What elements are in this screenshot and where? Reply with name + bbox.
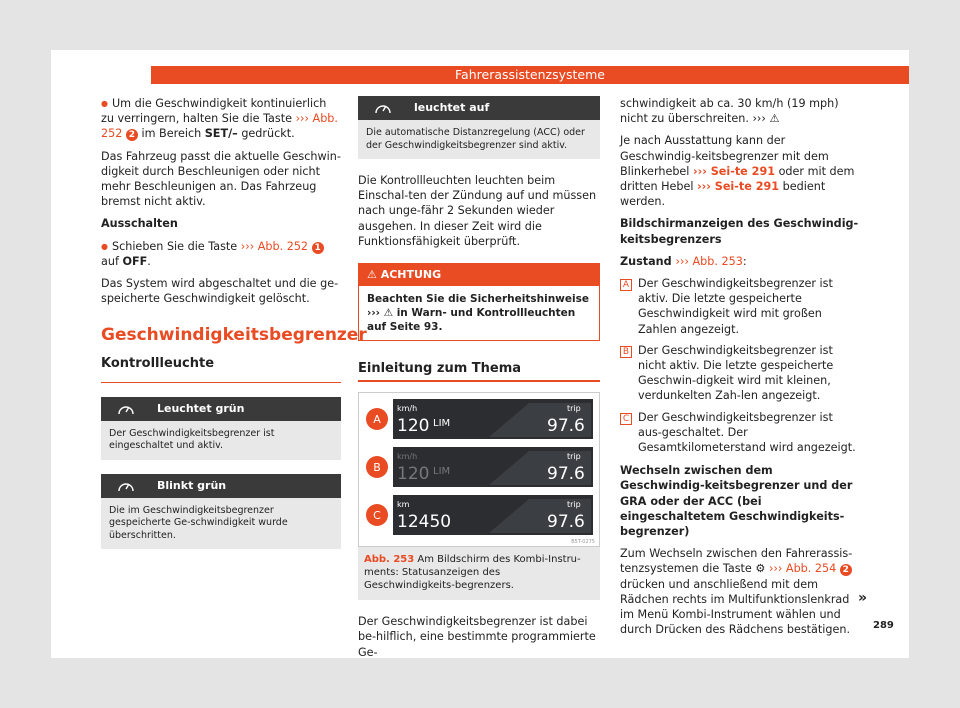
warning-header: ⚠ ACHTUNG (359, 264, 599, 286)
subheading-switch-off: Ausschalten (101, 217, 178, 231)
warning-box (358, 263, 600, 341)
display-lim: LIM (433, 466, 451, 478)
display-trip-label: trip (567, 452, 581, 462)
bullet-icon (101, 97, 112, 110)
lamp-description: Der Geschwindigkeitsbegrenzer ist eingeschaltet und aktiv. (101, 421, 341, 460)
continue-arrow: » (858, 590, 868, 606)
display-row-c (366, 495, 593, 535)
state-item-b (620, 343, 860, 404)
callout-number: 1 (312, 242, 324, 254)
figure-caption: Abb. 253 Am Bildschirm des Kombi-Instru-ments: Statusanzeigen des Geschwindigkeits-begrenzers. (358, 547, 600, 600)
lamp-header: leuchtet auf (358, 96, 600, 120)
state-letter: B (620, 346, 632, 358)
figure-link[interactable]: ››› Abb. 252 (240, 239, 309, 253)
display-lim: LIM (433, 418, 451, 430)
page-header-title: Fahrerassistenzsysteme (151, 66, 909, 84)
topic-heading: Einleitung zum Thema (358, 361, 600, 382)
page-link[interactable]: ››› Sei-te 291 (692, 164, 776, 178)
display-speed: 120 (397, 416, 430, 437)
speedometer-icon (101, 402, 151, 416)
display-row-b (366, 447, 593, 487)
state-item-a (620, 276, 860, 337)
display-odometer: 12450 (397, 512, 452, 533)
cluster-displays-illustration (359, 393, 599, 546)
display-trip-value: 97.6 (547, 464, 585, 485)
state-letter: C (620, 413, 632, 425)
page-link[interactable]: ››› Sei-te 291 (697, 180, 780, 194)
lamp-box-acc (358, 96, 600, 159)
warning-icon: ⚠ (367, 268, 381, 282)
paragraph-adjust: Das Fahrzeug passt die aktuelle Geschwin-digkeit durch Beschleunigen oder nicht mehr Beschleunigen an. Das Fahrzeug bremst nicht aktiv. (101, 149, 341, 209)
figure-253 (358, 392, 600, 547)
display-row-a (366, 399, 593, 439)
paragraph-continued: schwindigkeit ab ca. 30 km/h (19 mph) nicht zu überschreiten. ››› ⚠ (620, 97, 839, 126)
lamp-box-blinking (101, 474, 341, 550)
lamp-box-steady (101, 397, 341, 460)
lamp-description: Die im Geschwindigkeitsbegrenzer gespeicherte Ge-schwindigkeit wurde überschritten. (101, 498, 341, 550)
column-1 (101, 96, 367, 563)
display-unit: km (397, 500, 410, 510)
section-subtitle: Kontrollleuchte (101, 356, 215, 372)
display-trip-value: 97.6 (547, 416, 585, 437)
figure-link[interactable]: ››› Abb. 253 (675, 254, 743, 268)
display-speed: 120 (397, 464, 430, 485)
display-letter: B (373, 461, 381, 475)
display-trip-label: trip (567, 500, 581, 510)
display-trip-label: trip (567, 404, 581, 414)
bullet-icon (101, 240, 112, 253)
state-text: Der Geschwindigkeitsbegrenzer ist aktiv. Die letzte gespeicherte Geschwindigkeit wird mit großen Zahlen angezeigt. (638, 277, 833, 336)
paragraph-limiter-intro: Der Geschwindigkeitsbegrenzer ist dabei be-hilflich, eine bestimmte programmierte Ge- (358, 615, 596, 659)
subheading-display: Bildschirmanzeigen des Geschwindig-keitsbegrenzers (620, 217, 859, 246)
display-letter: A (373, 413, 381, 427)
section-title: Geschwindigkeitsbegrenzer (101, 325, 367, 346)
display-unit: km/h (397, 404, 418, 414)
speedometer-icon (358, 101, 408, 115)
figure-link[interactable]: ››› Abb. 254 (765, 562, 837, 576)
key-label: OFF (122, 254, 148, 268)
paragraph-self-test: Die Kontrollleuchten leuchten beim Einschal-ten der Zündung auf und müssen nach unge-fähr 2 Sekunden wieder ausgehen. In dieser Zeit wird die Funktionsfähigkeit überprüft. (358, 174, 597, 248)
steering-button-icon: ⚙ (755, 562, 766, 576)
column-3 (620, 96, 860, 645)
figure-code: B5T-0275 (571, 539, 595, 546)
paragraph-switch-off: ● Schieben Sie die Taste ››› Abb. 252 1 auf OFF. (101, 239, 341, 269)
caption-ref: Abb. 253 (364, 554, 415, 566)
warning-text: Beachten Sie die Sicherheitshinweise ››› ⚠ in Warn- und Kontrollleuchten auf Seite 93. (367, 293, 589, 334)
paragraph-reduce-speed: ● Um die Geschwindigkeit kontinuierlich zu verringern, halten Sie die Taste ››› Abb. 252 2 im Bereich SET/– gedrückt. (101, 96, 341, 142)
state-letter: A (620, 279, 632, 291)
paragraph-operation: Je nach Ausstattung kann der Geschwindig-keitsbegrenzer mit dem Blinkerhebel ››› Sei-te 291 oder mit dem dritten Hebel ››› Sei-te 291 bedient werden. (620, 134, 855, 209)
state-item-c (620, 410, 860, 456)
display-trip-value: 97.6 (547, 512, 585, 533)
state-text: Der Geschwindigkeitsbegrenzer ist aus-geschaltet. Der Gesamtkilometerstand wird angezeigt. (638, 410, 856, 455)
paragraph-system-off: Das System wird abgeschaltet und die ge-speicherte Geschwindigkeit gelöscht. (101, 277, 339, 306)
state-text: Der Geschwindigkeitsbegrenzer ist nicht aktiv. Die letzte gespeicherte Geschwin-digkeit wird mit kleinen, verdunkelten Zah-len angezeigt. (638, 343, 834, 403)
subheading-switching: Wechseln zwischen dem Geschwindig-keitsbegrenzer und der GRA oder der ACC (bei eingeschaltetem Geschwindigkeits-begrenzer) (620, 464, 853, 539)
lamp-header: Leuchtet grün (101, 397, 341, 421)
page-number: 289 (873, 620, 894, 631)
paragraph-switching: Zum Wechseln zwischen den Fahrerassis-tenzsystemen die Taste ⚙ ››› Abb. 254 2 drücken und anschließend mit dem Rädchen rechts im Multifunktionslenkrad im Menü Kombi-Instrument wählen und durch Drücken des Rädchens bestätigen. (620, 547, 853, 637)
callout-number: 2 (126, 129, 138, 141)
display-unit: km/h (397, 452, 418, 462)
callout-number: 2 (840, 564, 852, 576)
speedometer-icon (101, 479, 151, 493)
display-letter: C (373, 509, 381, 523)
figure-link[interactable]: ››› Abb. 252 (101, 112, 338, 141)
lamp-description: Die automatische Distanzregelung (ACC) oder der Geschwindigkeitsbegrenzer sind aktiv. (358, 120, 600, 159)
column-2 (358, 96, 600, 667)
key-label: SET/– (204, 127, 238, 141)
divider (101, 382, 341, 383)
state-line: Zustand ››› Abb. 253: (620, 254, 747, 268)
lamp-header: Blinkt grün (101, 474, 341, 498)
header-bar (51, 66, 909, 84)
